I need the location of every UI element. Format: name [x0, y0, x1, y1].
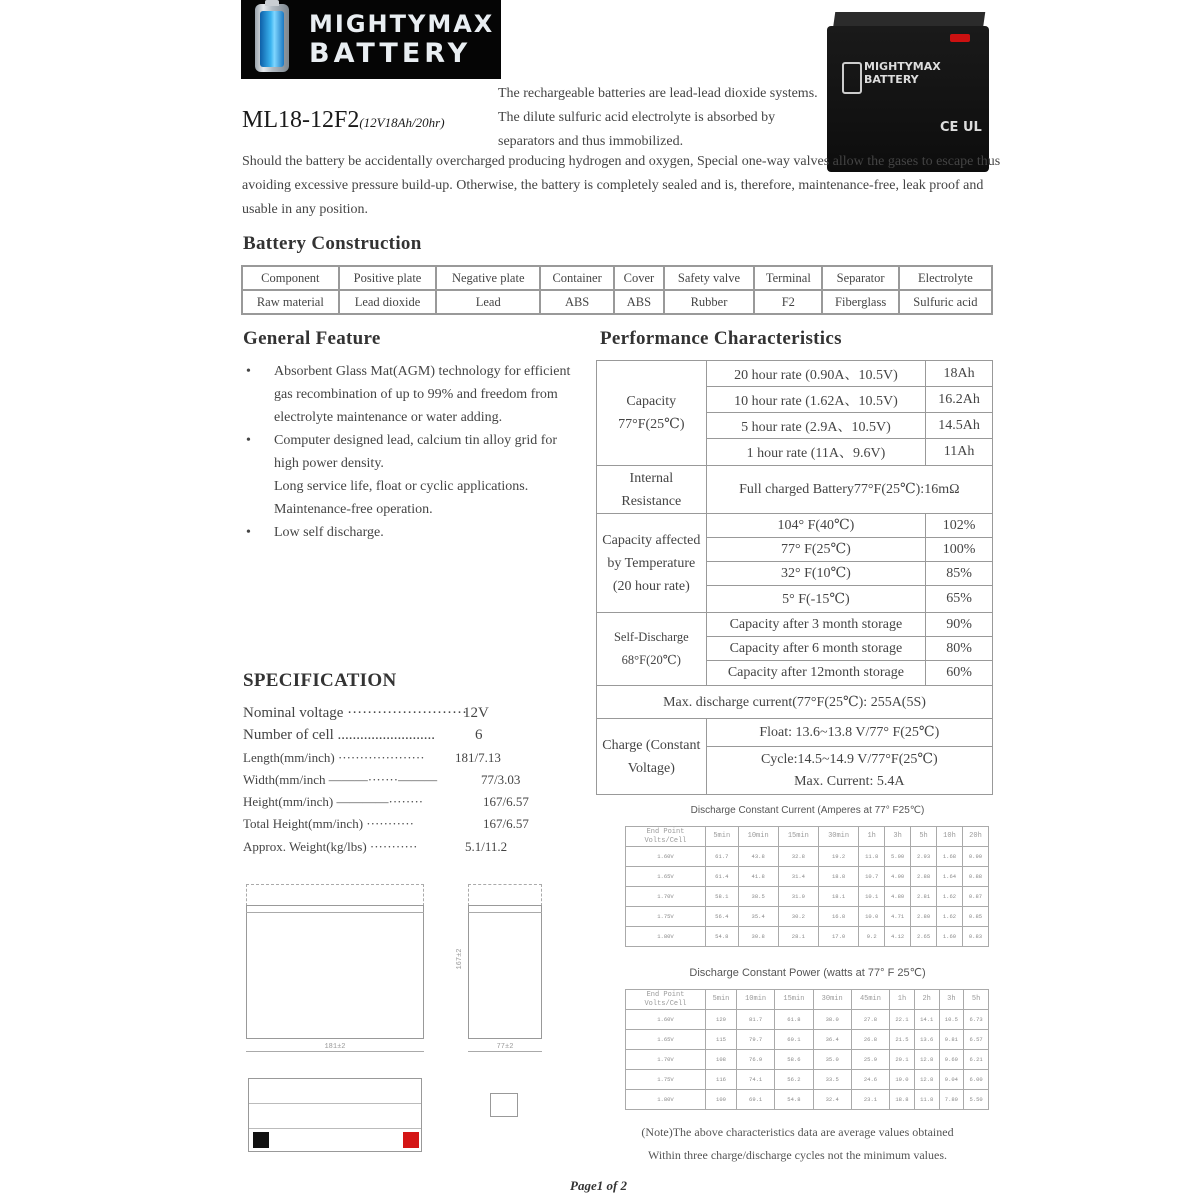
table-cell: 21.5	[890, 1030, 915, 1050]
construction-table	[241, 265, 993, 315]
table-cell: 1.62	[937, 907, 963, 927]
table-cell: 11.8	[859, 847, 885, 867]
charge-label: Charge (Constant Voltage)	[597, 719, 707, 795]
table-cell: 1h	[890, 990, 915, 1010]
table-cell: 1.60	[937, 927, 963, 947]
table-cell: 16.8	[818, 907, 858, 927]
table-cell: 18.8	[818, 867, 858, 887]
temperature-label: Capacity affected by Temperature (20 hour rate)	[597, 514, 707, 613]
table-cell: 85%	[926, 562, 993, 586]
table-row	[626, 1030, 989, 1050]
spec-value: 12V	[463, 705, 489, 721]
feature-item	[244, 475, 574, 498]
construction-material-row	[242, 290, 992, 314]
table-cell: 12.8	[914, 1070, 939, 1090]
table-cell: End Point Volts/Cell	[626, 827, 706, 847]
table-cell: 60%	[926, 661, 993, 686]
specification-title: SPECIFICATION	[243, 670, 397, 691]
page-number: Page1 of 2	[570, 1178, 628, 1193]
table-cell: 17.0	[818, 927, 858, 947]
spec-label: Approx. Weight(kg/lbs) ···········	[243, 838, 418, 854]
battery-cell-icon	[255, 4, 289, 72]
spec-label: Width(mm/inch ———·······———	[243, 771, 438, 787]
construction-header-row	[242, 266, 992, 290]
feature-text: Computer designed lead, calcium tin alloy grid for high power density.	[274, 433, 558, 471]
spec-row	[243, 769, 543, 791]
certification-marks: CE UL	[940, 120, 982, 135]
table-cell: 61.4	[706, 867, 739, 887]
product-label: MIGHTYMAX BATTERY	[842, 60, 952, 94]
spec-label: Total Height(mm/inch) ···········	[243, 816, 414, 832]
feature-list	[244, 360, 574, 544]
table-cell: 1.70V	[626, 887, 706, 907]
table-cell: 0.87	[962, 887, 988, 907]
table-cell: 3h	[885, 827, 911, 847]
table-cell: 74.1	[736, 1070, 774, 1090]
table-cell: 2.65	[911, 927, 937, 947]
footer-note	[600, 1121, 995, 1167]
table-cell: Positive plate	[339, 266, 437, 290]
table-cell: 5h	[964, 990, 989, 1010]
table-cell: 0.90	[962, 847, 988, 867]
table-cell: 45min	[851, 990, 889, 1010]
table-cell: 2.88	[911, 867, 937, 887]
table-cell: 5 hour rate (2.9A、10.5V)	[706, 413, 926, 439]
table-cell: 1.65V	[626, 1030, 706, 1050]
table-cell: 115	[706, 1030, 737, 1050]
discharge-power-caption: Discharge Constant Power (watts at 77° F 25℃)	[689, 967, 926, 979]
table-cell: 30min	[818, 827, 858, 847]
table-cell: 10 hour rate (1.62A、10.5V)	[706, 387, 926, 413]
table-cell: 31.4	[778, 867, 818, 887]
table-row	[626, 1010, 989, 1030]
note-line-1: (Note)The above characteristics data are average values obtained	[641, 1125, 954, 1139]
table-cell: 1.62	[937, 887, 963, 907]
spec-row	[243, 747, 543, 769]
table-cell: 60.1	[775, 1030, 813, 1050]
discharge-current-table	[625, 826, 989, 947]
spec-label: Nominal voltage ························	[243, 705, 468, 721]
table-cell: Lead	[436, 290, 540, 314]
table-cell: 100	[706, 1090, 737, 1110]
table-cell: 76.9	[736, 1050, 774, 1070]
table-cell: 27.8	[851, 1010, 889, 1030]
discharge-power-table	[625, 989, 989, 1110]
table-cell: 0.85	[962, 907, 988, 927]
spec-value: 5.1/11.2	[465, 838, 508, 854]
performance-table	[596, 360, 993, 795]
table-cell: 0.88	[962, 867, 988, 887]
positive-terminal-icon	[403, 1132, 419, 1148]
table-cell: 5.00	[885, 847, 911, 867]
table-cell: 20h	[962, 827, 988, 847]
table-cell: 1.70V	[626, 1050, 706, 1070]
general-feature-title: General Feature	[243, 328, 381, 349]
table-cell: 14.5Ah	[926, 413, 993, 439]
spec-row	[243, 791, 543, 813]
table-cell: 38.5	[738, 887, 778, 907]
table-cell: Component	[242, 266, 339, 290]
table-cell: 77° F(25℃)	[706, 538, 926, 562]
table-cell: 54.8	[775, 1090, 813, 1110]
feature-text: Long service life, float or cyclic applications.	[274, 479, 529, 494]
table-cell: Negative plate	[436, 266, 540, 290]
table-cell: 10.1	[859, 887, 885, 907]
spec-value: 77/3.03	[481, 771, 521, 787]
table-cell: 6.57	[964, 1030, 989, 1050]
table-cell: 33.5	[813, 1070, 851, 1090]
table-cell: Cover	[614, 266, 664, 290]
table-cell: 30min	[813, 990, 851, 1010]
spec-value: 167/6.57	[483, 816, 529, 832]
table-cell: 108	[706, 1050, 737, 1070]
table-cell: 10min	[738, 827, 778, 847]
table-cell: 1.60V	[626, 847, 706, 867]
table-cell: Capacity after 3 month storage	[706, 613, 926, 637]
table-cell: 1.64	[937, 867, 963, 887]
table-cell: 11.8	[914, 1090, 939, 1110]
table-cell: 18.1	[818, 887, 858, 907]
table-cell: 10h	[937, 827, 963, 847]
table-cell: 20.1	[890, 1050, 915, 1070]
table-cell: 56.2	[775, 1070, 813, 1090]
table-cell: 25.9	[851, 1050, 889, 1070]
table-cell: 1.80V	[626, 927, 706, 947]
table-cell: 1.80V	[626, 1090, 706, 1110]
table-cell: Container	[540, 266, 614, 290]
table-cell: 79.7	[736, 1030, 774, 1050]
table-cell: 6.73	[964, 1010, 989, 1030]
table-cell: ABS	[614, 290, 664, 314]
table-cell: 9.81	[939, 1030, 964, 1050]
spec-label: Length(mm/inch) ····················	[243, 749, 425, 765]
table-cell: 38.0	[813, 1010, 851, 1030]
table-cell: 104° F(40℃)	[706, 514, 926, 538]
table-cell: 58.6	[775, 1050, 813, 1070]
spec-row	[243, 702, 543, 724]
spec-row	[243, 813, 543, 835]
discharge-current-caption: Discharge Constant Current (Amperes at 77° F25℃)	[690, 805, 925, 816]
table-cell: 15min	[778, 827, 818, 847]
side-view-top	[468, 884, 542, 906]
table-cell: 22.1	[890, 1010, 915, 1030]
table-cell: 32.4	[813, 1090, 851, 1110]
feature-text: Low self discharge.	[274, 525, 384, 540]
table-cell: 14.1	[914, 1010, 939, 1030]
table-cell: 5.50	[964, 1090, 989, 1110]
table-cell: 12.8	[914, 1050, 939, 1070]
table-cell: 16.2Ah	[926, 387, 993, 413]
top-view-drawing	[248, 1078, 422, 1152]
table-cell: 7.80	[939, 1090, 964, 1110]
spec-row	[243, 836, 543, 858]
charge-float: Float: 13.6~13.8 V/77° F(25℃)	[706, 719, 992, 747]
charge-cycle	[706, 747, 992, 795]
table-cell: 23.1	[851, 1090, 889, 1110]
table-cell: 10.0	[859, 907, 885, 927]
table-cell: 20 hour rate (0.90A、10.5V)	[706, 361, 926, 387]
table-cell: Capacity after 12month storage	[706, 661, 926, 686]
spec-label: Height(mm/inch) ————········	[243, 794, 424, 810]
model-title	[242, 107, 445, 134]
feature-text: Maintenance-free operation.	[274, 502, 433, 517]
table-cell: 5° F(-15℃)	[706, 586, 926, 613]
table-cell: 1.65V	[626, 867, 706, 887]
table-cell: 15min	[775, 990, 813, 1010]
table-cell: 81.7	[736, 1010, 774, 1030]
table-cell: 10.7	[859, 867, 885, 887]
table-header-row	[626, 990, 989, 1010]
table-row	[626, 1070, 989, 1090]
table-cell: F2	[754, 290, 822, 314]
table-cell: 80%	[926, 637, 993, 661]
model-subtitle: (12V18Ah/20hr)	[359, 115, 445, 130]
table-cell: 19.2	[818, 847, 858, 867]
table-cell: 102%	[926, 514, 993, 538]
bullet-icon: •	[246, 433, 251, 448]
table-cell: 54.8	[706, 927, 739, 947]
feature-text: Absorbent Glass Mat(AGM) technology for efficient gas recombination of up to 99% and freedom from electrolyte maintenance or water adding.	[274, 364, 571, 425]
table-cell: Terminal	[754, 266, 822, 290]
length-dimension: 181±2	[246, 1043, 424, 1052]
spec-value: 181/7.13	[455, 749, 501, 765]
charge-max-current: Max. Current: 5.4A	[794, 773, 905, 789]
table-cell: 30.2	[778, 907, 818, 927]
brand-logo	[241, 0, 501, 79]
table-cell: 5h	[911, 827, 937, 847]
feature-item	[244, 498, 574, 521]
front-view-drawing	[246, 905, 424, 1039]
table-cell: 58.1	[706, 887, 739, 907]
table-cell: 2.80	[911, 907, 937, 927]
negative-terminal-icon	[253, 1132, 269, 1148]
self-discharge-label: Self-Discharge 68°F(20℃)	[597, 613, 707, 686]
performance-title: Performance Characteristics	[600, 328, 842, 349]
table-cell: 69.1	[736, 1090, 774, 1110]
table-cell: 19.0	[890, 1070, 915, 1090]
table-cell: 61.7	[706, 847, 739, 867]
table-row	[626, 927, 989, 947]
table-cell: 26.8	[851, 1030, 889, 1050]
table-cell: 90%	[926, 613, 993, 637]
spec-value: 167/6.57	[483, 794, 529, 810]
table-cell: 35.0	[813, 1050, 851, 1070]
spec-value: 6	[475, 727, 483, 744]
spec-row	[243, 724, 543, 746]
table-cell: 18Ah	[926, 361, 993, 387]
table-cell: 9.04	[939, 1070, 964, 1090]
bullet-icon: •	[246, 525, 251, 540]
positive-terminal-icon	[950, 34, 970, 42]
table-cell: Lead dioxide	[339, 290, 437, 314]
table-cell: 9.60	[939, 1050, 964, 1070]
table-cell: 4.90	[885, 867, 911, 887]
terminal-detail-drawing	[490, 1093, 518, 1117]
table-cell: End Point Volts/Cell	[626, 990, 706, 1010]
table-row	[626, 1090, 989, 1110]
width-dimension: 77±2	[468, 1043, 542, 1052]
table-cell: 18.8	[890, 1090, 915, 1110]
specification-list	[243, 702, 543, 858]
table-cell: 2.93	[911, 847, 937, 867]
table-cell: 65%	[926, 586, 993, 613]
table-cell: 2h	[914, 990, 939, 1010]
table-row	[626, 867, 989, 887]
table-cell: 30.8	[738, 927, 778, 947]
product-photo	[822, 12, 992, 172]
intro-text-right: The rechargeable batteries are lead-lead dioxide systems. The dilute sulfuric acid electrolyte is absorbed by separators and thus immobilized.	[498, 86, 818, 149]
table-cell: 6.00	[964, 1070, 989, 1090]
table-cell: 35.4	[738, 907, 778, 927]
note-line-2: Within three charge/discharge cycles not the minimum values.	[648, 1148, 947, 1162]
table-cell: 9.2	[859, 927, 885, 947]
table-row	[626, 907, 989, 927]
bullet-icon: •	[246, 364, 251, 379]
logo-line-1: MIGHTYMAX	[309, 10, 495, 38]
table-cell: 41.8	[738, 867, 778, 887]
table-cell: 32° F(10℃)	[706, 562, 926, 586]
max-discharge-current: Max. discharge current(77°F(25℃): 255A(5S)	[597, 686, 993, 719]
table-cell: Electrolyte	[899, 266, 992, 290]
height-dimension: 167±2	[456, 948, 464, 970]
feature-item	[244, 360, 574, 429]
table-cell: 100%	[926, 538, 993, 562]
feature-item	[244, 521, 574, 544]
intro-text-full: Should the battery be accidentally overcharged producing hydrogen and oxygen, Special one-way valves allow the gases to escape thus avoiding excessive pressure build-up. Otherwise, the battery is completely sealed and is, therefore, maintenance-free, leak proof and usable in any position.	[242, 154, 1001, 217]
spec-label: Number of cell ..........................	[243, 727, 436, 744]
table-cell: 28.1	[778, 927, 818, 947]
table-row	[626, 847, 989, 867]
table-cell: 4.12	[885, 927, 911, 947]
table-cell: 2.81	[911, 887, 937, 907]
table-cell: 3h	[939, 990, 964, 1010]
table-cell: ABS	[540, 290, 614, 314]
capacity-label: Capacity 77°F(25℃)	[597, 361, 707, 466]
feature-item	[244, 429, 574, 475]
internal-resistance-label: Internal Resistance	[597, 466, 707, 514]
table-cell: 36.4	[813, 1030, 851, 1050]
table-cell: 1.60V	[626, 1010, 706, 1030]
table-cell: Capacity after 6 month storage	[706, 637, 926, 661]
table-cell: Raw material	[242, 290, 339, 314]
table-cell: 1 hour rate (11A、9.6V)	[706, 439, 926, 466]
table-cell: 1.68	[937, 847, 963, 867]
table-cell: 24.6	[851, 1070, 889, 1090]
table-cell: 43.8	[738, 847, 778, 867]
table-cell: 4.80	[885, 887, 911, 907]
table-cell: 120	[706, 1010, 737, 1030]
table-cell: 56.4	[706, 907, 739, 927]
table-cell: Rubber	[664, 290, 754, 314]
table-cell: 10.5	[939, 1010, 964, 1030]
table-cell: 32.8	[778, 847, 818, 867]
internal-resistance-value: Full charged Battery77°F(25℃):16mΩ	[706, 466, 992, 514]
table-cell: 13.6	[914, 1030, 939, 1050]
table-cell: Sulfuric acid	[899, 290, 992, 314]
table-cell: 116	[706, 1070, 737, 1090]
charge-cycle-text: Cycle:14.5~14.9 V/77°F(25℃)	[760, 751, 938, 767]
table-cell: 5min	[706, 827, 739, 847]
table-cell: 1h	[859, 827, 885, 847]
table-cell: 6.21	[964, 1050, 989, 1070]
table-cell: Fiberglass	[822, 290, 898, 314]
table-cell: 4.71	[885, 907, 911, 927]
table-cell: 11Ah	[926, 439, 993, 466]
side-view-drawing	[468, 905, 542, 1039]
table-cell: 1.75V	[626, 907, 706, 927]
table-row	[626, 887, 989, 907]
table-cell: 10min	[736, 990, 774, 1010]
table-cell: Safety valve	[664, 266, 754, 290]
table-header-row	[626, 827, 989, 847]
table-cell: 61.8	[775, 1010, 813, 1030]
front-view-top-terminals	[246, 884, 424, 906]
table-row	[626, 1050, 989, 1070]
table-cell: Separator	[822, 266, 898, 290]
table-cell: 0.83	[962, 927, 988, 947]
table-cell: 31.0	[778, 887, 818, 907]
table-cell: 1.75V	[626, 1070, 706, 1090]
table-cell: 5min	[706, 990, 737, 1010]
logo-line-2: BATTERY	[309, 38, 472, 69]
construction-title: Battery Construction	[243, 233, 422, 254]
model-number: ML18-12F2	[242, 107, 360, 133]
